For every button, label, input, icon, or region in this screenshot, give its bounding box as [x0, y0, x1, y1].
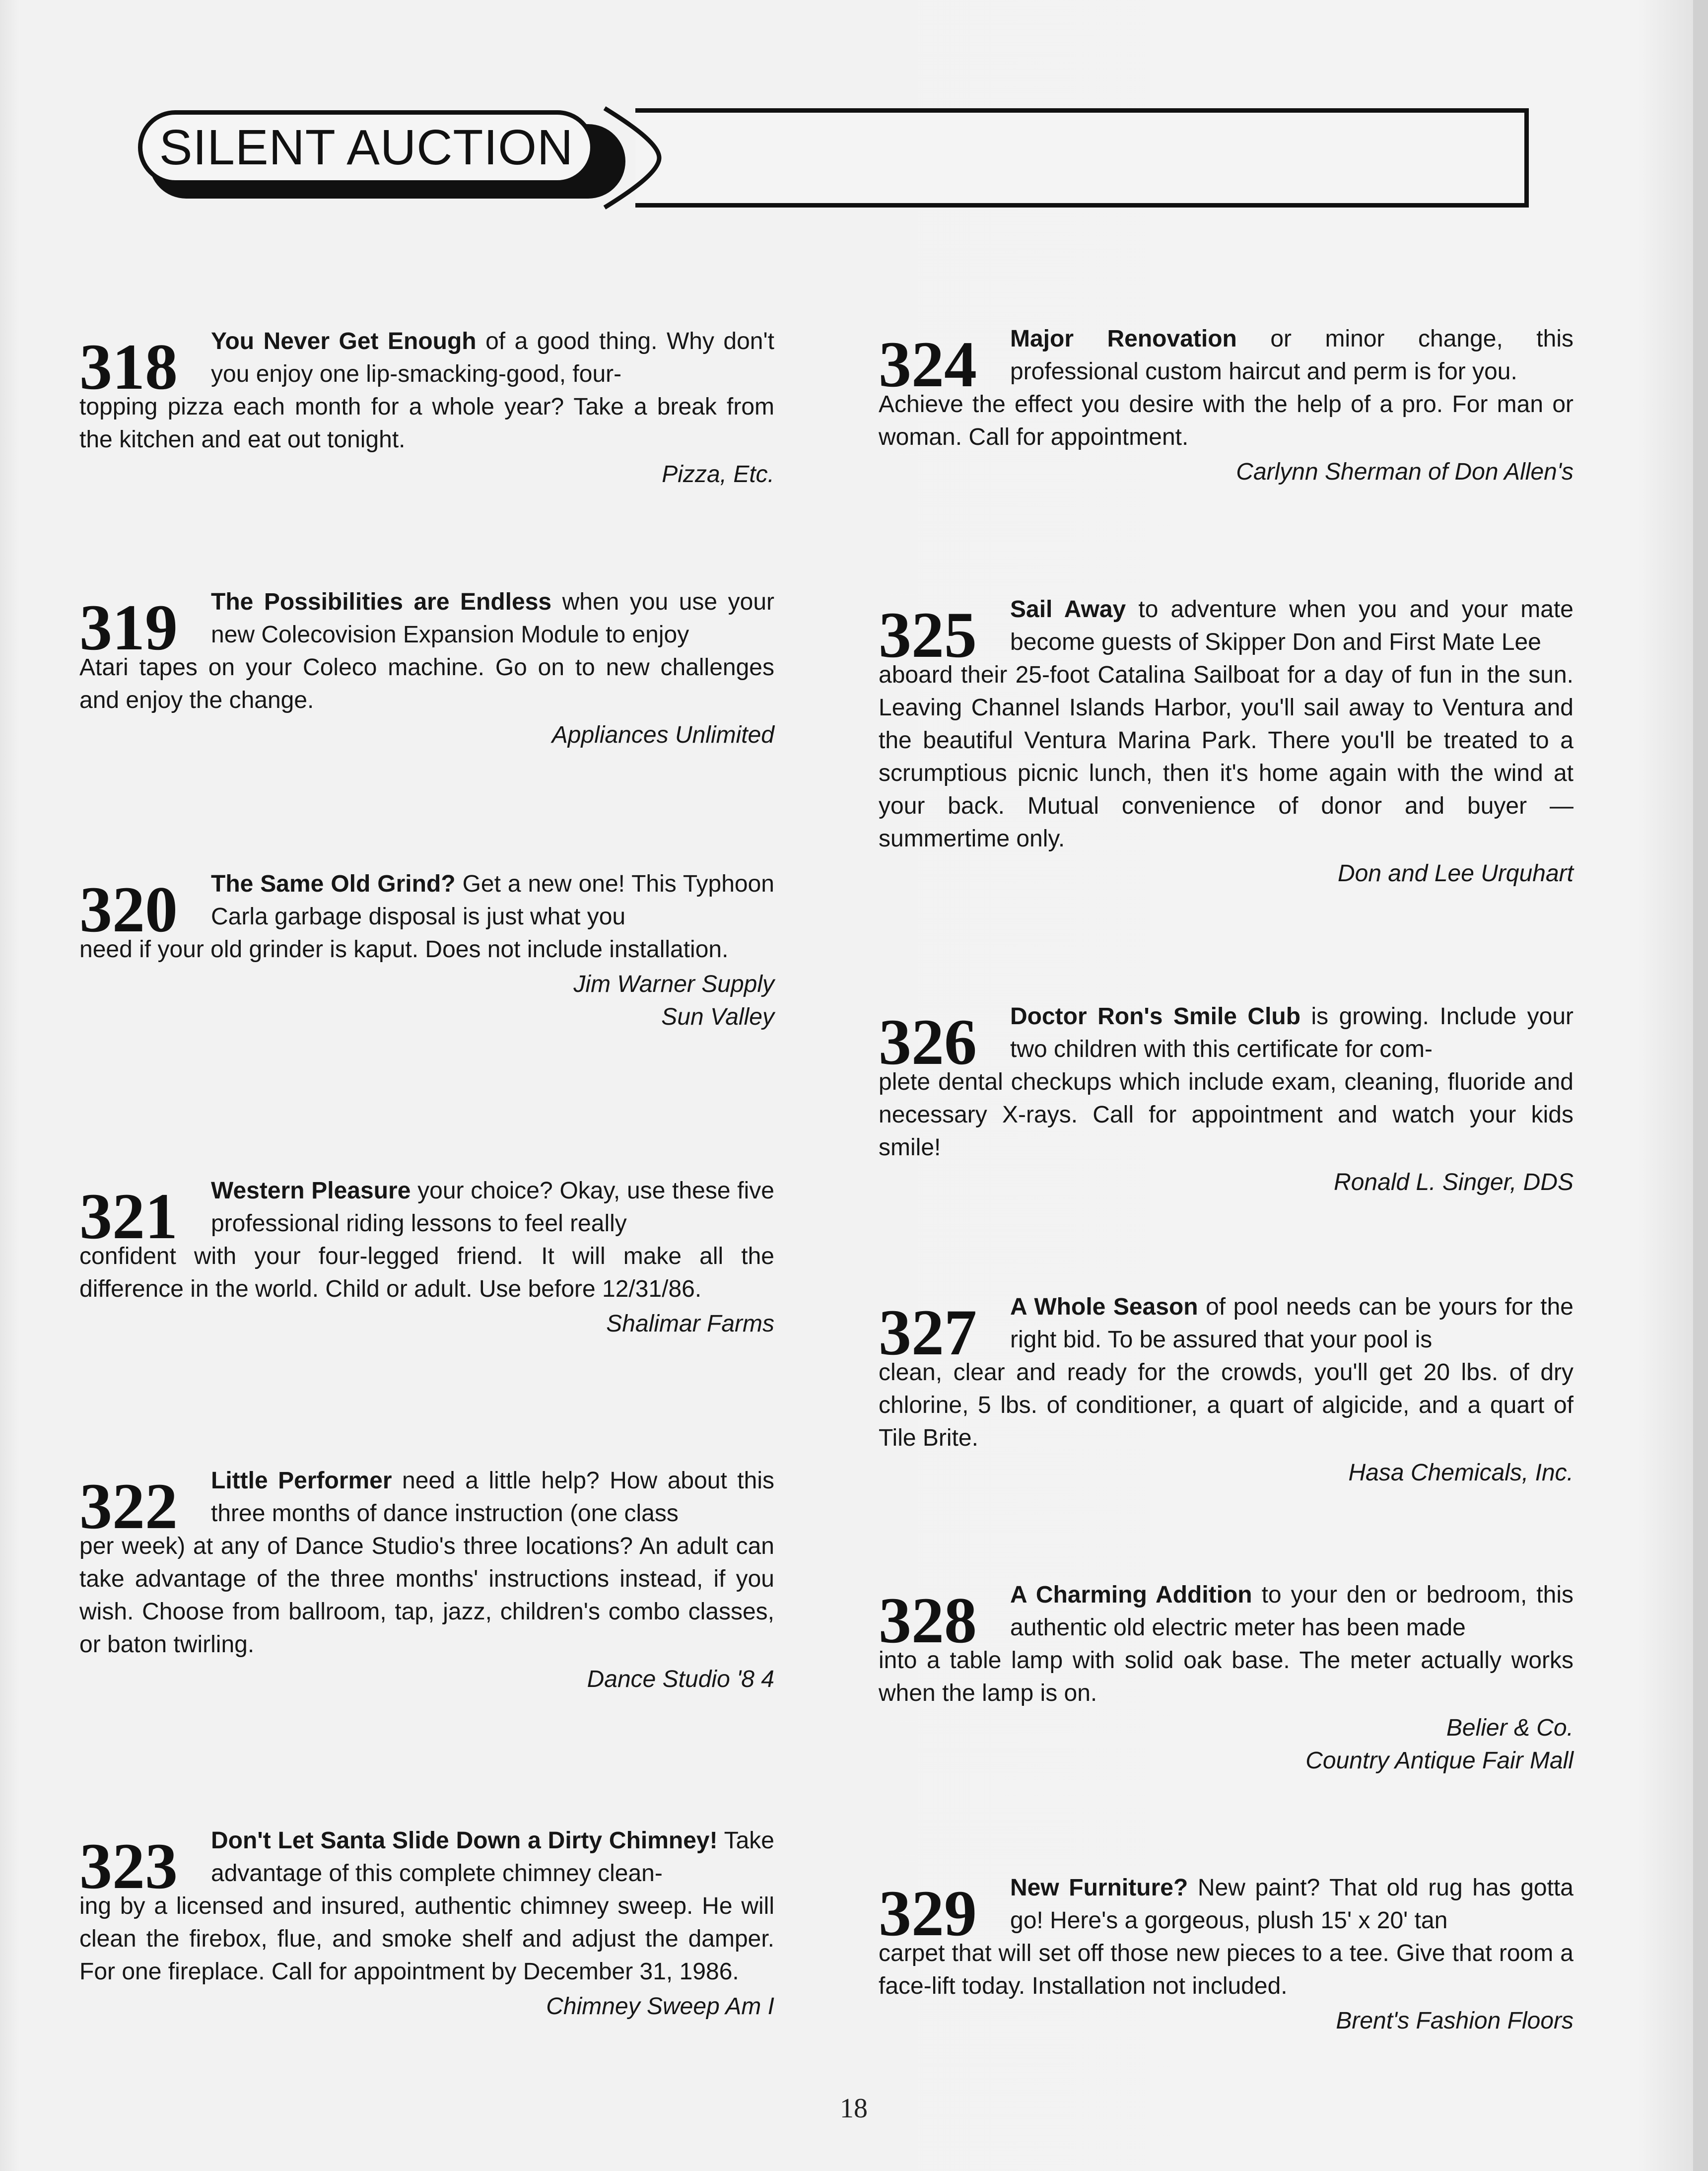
item-headline: The Possibilities are Endless — [211, 589, 552, 615]
item-headline: Don't Let Santa Slide Down a Dirty Chimney! — [211, 1827, 718, 1854]
donor-line: Appliances Unlimited — [551, 722, 774, 748]
item-headline: New Furniture? — [1010, 1875, 1188, 1901]
auction-item — [879, 593, 1573, 890]
item-text: Achieve the effect you desire with the help of a pro. For man or woman. Call for appointment. — [879, 391, 1573, 450]
donor-line: Carlynn Sherman of Don Allen's — [1236, 459, 1573, 485]
donor-line: Ronald L. Singer, DDS — [1334, 1169, 1573, 1195]
item-headline: The Same Old Grind? — [211, 871, 456, 897]
donor-line: Sun Valley — [661, 1004, 774, 1030]
item-description: Western Pleasure your choice? Okay, use these five professional riding lessons to feel really confident with your four-legged friend. It will make all the difference in the world. Child or adult. Use before 12/31/86. — [79, 1178, 774, 1302]
item-description: Major Renovation or minor change, this professional custom haircut and perm is for you. Achieve the effect you desire with the help of a pro. For man or woman. Call for appointment. — [879, 326, 1574, 450]
item-number: 322 — [79, 1470, 178, 1542]
item-description: The Possibilities are Endless when you use your new Colecovision Expansion Module to enjoy Atari tapes on your Coleco machine. Go on to new challenges and enjoy the change. — [79, 589, 775, 713]
item-number: 319 — [79, 591, 178, 664]
item-description: Sail Away to adventure when you and your mate become guests of Skipper Don and First Mate Lee aboard their 25-foot Catalina Sailboat for a day of fun in the sun. Leaving Channel Islands Harbor, you'll sail away to Ventura and the beautiful Ventura Marina Park. There you'll be treated to a scrumptious picnic lunch, then it's home again with the wind at your back. Mutual convenience of donor and buyer — summertime only. — [879, 596, 1574, 852]
item-headline: Major Renovation — [1010, 326, 1237, 352]
item-number: 326 — [879, 1005, 977, 1078]
banner-chevron-icon — [601, 104, 665, 211]
donor-line: Belier & Co. — [1446, 1715, 1573, 1741]
auction-item — [879, 1579, 1573, 1777]
auction-item — [79, 1465, 774, 1696]
item-headline: A Charming Addition — [1010, 1582, 1252, 1608]
page-title: SILENT AUCTION — [159, 119, 574, 175]
item-description: A Whole Season of pool needs can be yours for the right bid. To be assured that your pool is clean, clear and ready for the crowds, you'll get 20 lbs. of dry chlorine, 5 lbs. of conditioner, a quart of algicide, and a quart of Tile Brite. — [879, 1294, 1573, 1451]
item-text: aboard their 25-foot Catalina Sailboat for a day of fun in the sun. Leaving Channel Islands Harbor, you'll sail away to Ventura and the beautiful Ventura Marina Park. There you'll be treated to a scrumptious picnic lunch, then it's home again with the wind at your back. Mutual convenience of donor and buyer — summertime only. — [879, 662, 1573, 852]
donor-line: Pizza, Etc. — [662, 461, 774, 488]
auction-item — [79, 325, 774, 491]
donor-line: Don and Lee Urquhart — [1338, 860, 1573, 887]
item-text: per week) at any of Dance Studio's three locations? An adult can take advantage of the three months' instructions instead, if you wish. Choose from ballroom, tap, jazz, children's combo classes, or baton twirling. — [79, 1533, 774, 1658]
item-description: Doctor Ron's Smile Club is growing. Include your two children with this certificate for com- plete dental checkups which include exam, cleaning, fluoride and necessary X-rays. Call for appointment and watch your kids smile! — [879, 1003, 1574, 1161]
title-pill — [138, 110, 595, 185]
item-text: carpet that will set off those new pieces to a tee. Give that room a face-lift today. Installation not included. — [879, 1940, 1573, 1999]
item-number: 323 — [79, 1829, 178, 1902]
auction-item — [879, 1872, 1573, 2037]
item-number: 321 — [79, 1180, 178, 1253]
item-headline: Little Performer — [211, 1468, 392, 1494]
item-number: 325 — [879, 598, 977, 671]
item-description: You Never Get Enough of a good thing. Why don't you enjoy one lip-smacking-good, four- topping pizza each month for a whole year? Take a break from the kitchen and eat out tonight. — [79, 328, 775, 453]
binding-edge — [1693, 0, 1708, 2171]
item-number: 328 — [879, 1584, 977, 1657]
item-text: topping pizza each month for a whole year? Take a break from the kitchen and eat out tonight. — [79, 394, 774, 453]
item-number: 320 — [79, 873, 178, 946]
item-text: plete dental checkups which include exam, cleaning, fluoride and necessary X-rays. Call for appointment and watch your kids smile! — [879, 1069, 1573, 1161]
item-number: 318 — [79, 330, 178, 403]
item-headline: Western Pleasure — [211, 1178, 411, 1204]
header-banner-box — [635, 108, 1529, 208]
item-text: confident with your four-legged friend. It will make all the difference in the world. Child or adult. Use before 12/31/86. — [79, 1243, 774, 1302]
item-number: 324 — [879, 328, 977, 401]
donor-line: Chimney Sweep Am I — [546, 1993, 774, 2020]
item-description: The Same Old Grind? Get a new one! This Typhoon Carla garbage disposal is just what you need if your old grinder is kaput. Does not include installation. — [79, 871, 774, 963]
item-text: need if your old grinder is kaput. Does not include installation. — [79, 936, 729, 963]
item-text: Atari tapes on your Coleco machine. Go on to new challenges and enjoy the change. — [79, 654, 774, 713]
item-headline: Sail Away — [1010, 596, 1126, 623]
auction-item — [79, 868, 774, 1034]
item-number: 329 — [879, 1877, 977, 1950]
item-description: Don't Let Santa Slide Down a Dirty Chimney! Take advantage of this complete chimney clean- ing by a licensed and insured, authentic chimney sweep. He will clean the firebox, flue, and smoke shelf and adjust the damper. For one fireplace. Call for appointment by December 31, 1986. — [79, 1827, 775, 1985]
donor-line: Brent's Fashion Floors — [1336, 2008, 1573, 2034]
auction-item — [79, 1175, 774, 1340]
donor-line: Country Antique Fair Mall — [1305, 1748, 1573, 1774]
auction-item — [79, 1824, 774, 2023]
section-header — [134, 104, 1534, 213]
item-text: into a table lamp with solid oak base. The meter actually works when the lamp is on. — [879, 1647, 1573, 1706]
page-number: 18 — [840, 2093, 868, 2124]
donor-line: Dance Studio '8 4 — [587, 1666, 774, 1692]
auction-item — [879, 1000, 1573, 1199]
item-headline: A Whole Season — [1010, 1294, 1198, 1320]
item-headline: Doctor Ron's Smile Club — [1010, 1003, 1301, 1030]
donor-line: Shalimar Farms — [606, 1311, 774, 1337]
auction-item — [879, 1291, 1573, 1489]
item-number: 327 — [879, 1296, 977, 1369]
donor-line: Jim Warner Supply — [573, 971, 774, 997]
auction-item — [79, 586, 774, 752]
item-headline: You Never Get Enough — [211, 328, 477, 354]
item-text: clean, clear and ready for the crowds, you'll get 20 lbs. of dry chlorine, 5 lbs. of conditioner, a quart of algicide, and a quart of Tile Brite. — [879, 1359, 1573, 1451]
item-description: A Charming Addition to your den or bedroom, this authentic old electric meter has been made into a table lamp with solid oak base. The meter actually works when the lamp is on. — [879, 1582, 1573, 1706]
item-text: ing by a licensed and insured, authentic chimney sweep. He will clean the firebox, flue, and smoke shelf and adjust the damper. For one fireplace. Call for appointment by December 31, 1986. — [79, 1893, 774, 1985]
donor-line: Hasa Chemicals, Inc. — [1348, 1460, 1573, 1486]
item-description: New Furniture? New paint? That old rug has gotta go! Here's a gorgeous, plush 15' x 20' tan carpet that will set off those new pieces to a tee. Give that room a face-lift today. Installation not included. — [879, 1875, 1573, 1999]
auction-item — [879, 323, 1573, 489]
item-description: Little Performer need a little help? How about this three months of dance instruction (one class per week) at any of Dance Studio's three locations? An adult can take advantage of the three months' instructions instead, if you wish. Choose from ballroom, tap, jazz, children's combo classes, or baton twirling. — [79, 1468, 775, 1658]
